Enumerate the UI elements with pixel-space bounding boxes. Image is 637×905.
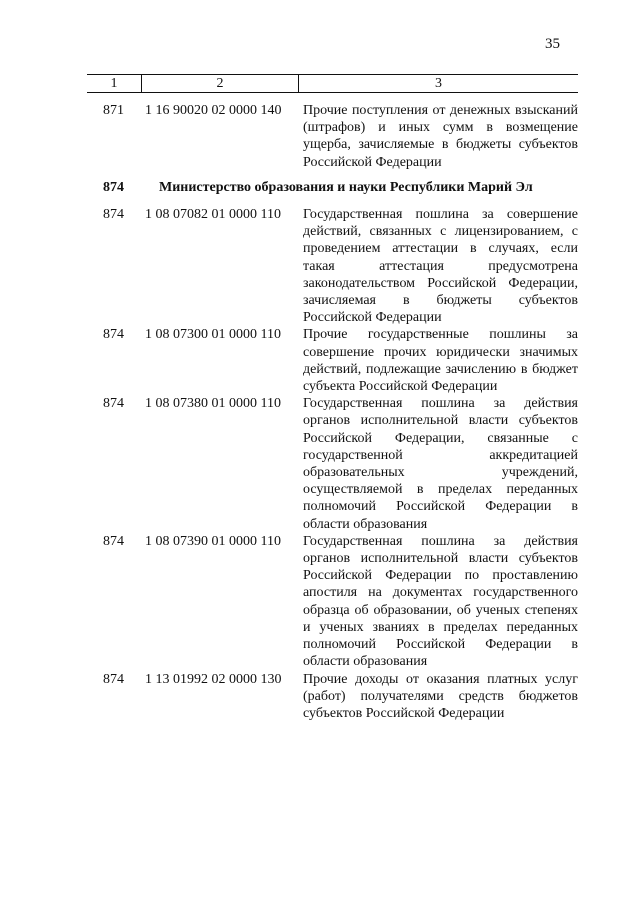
budget-code: 1 08 07082 01 0000 110 (145, 207, 281, 223)
revenue-description: Прочие государственные пошлины за совершение прочих юридически значимых действий, подлежащие зачислению в бюджет субъекта Российской Федерации (303, 327, 578, 395)
header-col-1: 1 (87, 75, 142, 92)
admin-code: 874 (103, 327, 124, 343)
budget-code: 1 13 01992 02 0000 130 (145, 671, 282, 687)
table-row (87, 206, 578, 326)
admin-code: 874 (103, 533, 124, 549)
revenue-description: Государственная пошлина за совершение действий, связанных с лицензированием, с проведением аттестации в случаях, если такая аттестация предусмотрена законодательством Российской Федерации, зачисляемая в бюджеты субъектов Российской Федерации (303, 207, 578, 326)
table-row (87, 671, 578, 723)
table-body (87, 102, 578, 722)
admin-code: 871 (103, 103, 124, 118)
budget-code: 1 08 07390 01 0000 110 (145, 533, 281, 549)
table-header (87, 74, 578, 93)
revenue-description: Прочие поступления от денежных взысканий (штрафов) и иных сумм в возмещение ущерба, зачисляемые в бюджеты субъектов Российской Федерации (303, 103, 578, 170)
ministry-title: Министерство образования и науки Республики Марий Эл (159, 179, 533, 195)
budget-code: 1 08 07380 01 0000 110 (145, 396, 281, 412)
revenue-description: Государственная пошлина за действия органов исполнительной власти субъектов Российской Федерации, связанные с государственной аккредитацией образовательных учреждений, осуществляемой в пределах переданных полномочий Российской Федерации в области образования (303, 396, 578, 532)
admin-code: 874 (103, 671, 124, 687)
group-row (87, 179, 578, 196)
revenue-description: Государственная пошлина за действия органов исполнительной власти субъектов Российской Федерации по проставлению апостиля на документах государственного образца об образовании, об ученых степенях и ученых званиях в пределах переданных полномочий Российской Федерации в области образования (303, 533, 578, 670)
admin-code: 874 (103, 396, 124, 412)
table-row (87, 102, 578, 171)
admin-code: 874 (103, 207, 124, 223)
header-col-2: 2 (142, 75, 299, 92)
table-row (87, 326, 578, 395)
table-row (87, 533, 578, 671)
table-row (87, 395, 578, 533)
header-col-3: 3 (435, 75, 442, 91)
revenue-description: Прочие доходы от оказания платных услуг (работ) получателями средств бюджетов субъектов Российской Федерации (303, 671, 578, 721)
budget-code: 1 16 90020 02 0000 140 (145, 103, 282, 118)
budget-code: 1 08 07300 01 0000 110 (145, 327, 281, 343)
admin-code: 874 (103, 179, 124, 195)
page-number: 35 (545, 36, 560, 52)
